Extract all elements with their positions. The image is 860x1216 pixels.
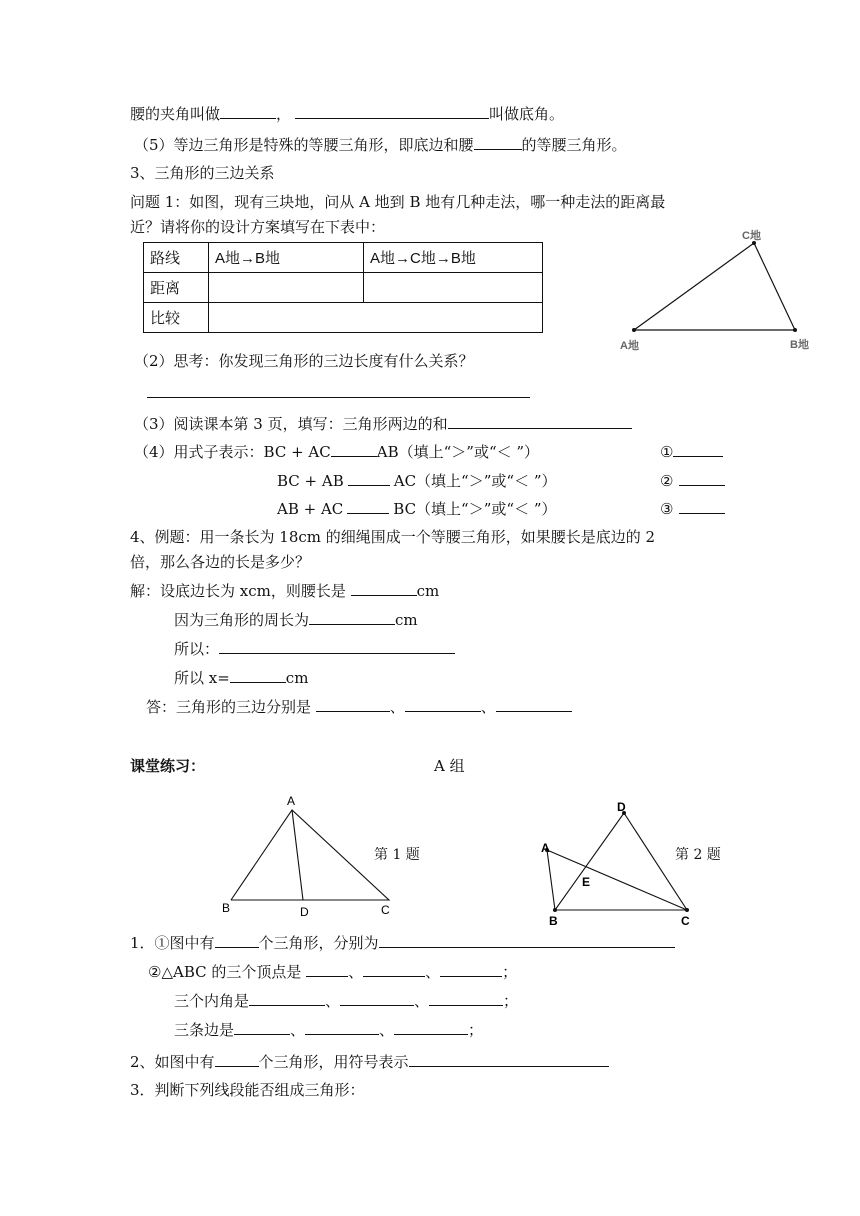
practice-title: 课堂练习： [130,757,206,775]
blank[interactable] [440,961,502,977]
solution-2 [174,609,418,630]
blank[interactable] [234,1019,290,1035]
problem1-line2: 近？请将你的设计方案填写在下表中： [130,218,386,236]
blank[interactable] [394,1019,468,1035]
row-label-compare: 比较 [144,303,209,333]
answer-3 [660,498,725,519]
expr: BC + AC [263,443,331,461]
fig1-label-a: A [287,794,296,808]
text: （5）等边三角形是特殊的等腰三角形，即底边和腰 [134,136,474,154]
hint: AC（填上“＞”或“＜ ”） [393,472,557,490]
blank[interactable] [347,498,389,514]
label-a: A地 [620,340,639,352]
text: 个三角形，用符号表示 [258,1053,409,1071]
practice-1-sides [174,1019,483,1040]
blank[interactable] [348,470,390,486]
hint: AB（填上“＞”或“＜ ”） [376,443,540,461]
blank[interactable] [679,498,725,514]
text: 解：设底边长为 xcm，则腰长是 [130,582,351,600]
blank[interactable] [340,990,414,1006]
blank[interactable] [230,667,286,683]
solution-1 [130,580,439,601]
section-title: 3、三角形的三边关系 [130,164,275,182]
expr: AB + AC [277,500,344,518]
blank[interactable] [405,696,481,712]
sep: 、 [290,1021,306,1039]
label-b: B地 [790,339,809,351]
blank[interactable] [295,103,489,119]
sep: 、 [379,1021,395,1039]
unit: cm [395,611,418,629]
solution-3 [174,638,455,659]
route-table [143,242,543,333]
hint: BC（填上“＞”或“＜ ”） [393,500,557,518]
blank[interactable] [679,470,725,486]
text: 答：三角形的三边分别是 [146,698,316,716]
circled-3: ③ [660,500,674,518]
fig1-label-b: B [222,901,231,915]
compare-cell[interactable] [209,303,543,333]
blank[interactable] [409,1051,609,1067]
fig2-label-a: A [541,841,550,855]
practice-1-line1 [130,932,675,953]
sep: 、 [325,992,341,1010]
row-label-route: 路线 [144,243,209,273]
fig2-label-e: E [582,875,591,889]
sep: 、 [414,992,430,1010]
blank[interactable] [496,696,572,712]
example-line2: 倍，那么各边的长是多少？ [130,553,311,571]
text: 个三角形，分别为 [258,934,379,952]
practice-3: 3．判断下列线段能否组成三角形： [130,1081,365,1099]
semicolon: ； [503,992,519,1010]
blank[interactable] [673,441,723,457]
sep: 、 [389,698,405,716]
circled-1: ① [660,443,674,461]
text: 1．①图中有 [130,934,215,952]
sep: 、 [348,963,364,981]
fig1-label-d: D [300,905,309,919]
circled-2: ② [660,472,674,490]
text: 三条边是 [174,1021,235,1039]
blank[interactable] [309,609,395,625]
blank[interactable] [448,413,632,429]
solution-4 [174,667,308,688]
blank[interactable] [305,1019,379,1035]
example-line1: 4、例题：用一条长为 18cm 的细绳围成一个等腰三角形，如果腰长是底边的 2 [130,528,656,546]
fig2-label-c: C [681,914,690,928]
answer-line-2[interactable] [147,397,530,398]
practice-1-vertices [148,961,517,982]
blank[interactable] [429,990,503,1006]
blank[interactable] [351,580,417,596]
practice-2 [130,1051,609,1072]
group-label: A 组 [434,757,465,775]
fig2-caption: 第 2 题 [675,847,721,863]
text: 2、如图中有 [130,1053,215,1071]
expr: BC + AB [277,472,344,490]
equilateral-line [134,134,627,155]
blank[interactable] [215,932,259,948]
sep: 、 [480,698,496,716]
semicolon: ； [502,963,518,981]
text: ， [276,105,292,123]
distance-cell-2[interactable] [364,273,543,303]
question-4-row2 [277,470,557,491]
sep: 、 [425,963,441,981]
semicolon: ； [468,1021,484,1039]
text: 所以： [174,640,220,658]
blank[interactable] [215,1051,259,1067]
question-4-row1 [134,441,539,462]
land-triangle-figure [610,225,830,360]
blank[interactable] [474,134,522,150]
blank[interactable] [379,932,675,948]
text: ②△ABC 的三个顶点是 [148,963,307,981]
blank[interactable] [316,696,390,712]
fig2-label-b: B [549,914,558,928]
blank[interactable] [220,103,276,119]
row-label-distance: 距离 [144,273,209,303]
blank[interactable] [249,990,325,1006]
blank[interactable] [306,961,348,977]
blank[interactable] [363,961,425,977]
text: 三个内角是 [174,992,250,1010]
problem1-line1: 问题 1：如图，现有三块地，问从 A 地到 B 地有几种走法，哪一种走法的距离最 [130,193,666,211]
text: 所以 x= [174,669,230,687]
question-2: （2）思考：你发现三角形的三边长度有什么关系？ [134,352,474,370]
text: （4）用式子表示： [134,443,264,461]
route-1: A地→B地 [209,243,364,273]
text: （3）阅读课本第 3 页，填写：三角形两边的和 [134,415,448,433]
label-c: C地 [742,230,761,242]
fig1-caption: 第 1 题 [374,847,420,863]
distance-cell-1[interactable] [209,273,364,303]
question-3 [134,413,632,434]
text: 叫做底角。 [489,105,565,123]
question-4-row3 [277,498,557,519]
blank[interactable] [331,441,377,457]
unit: cm [285,669,309,687]
answer-1 [660,441,723,462]
fig2-label-d: D [617,800,626,814]
answer-2 [660,470,725,491]
figure-2 [535,795,735,935]
text: 的等腰三角形。 [521,136,627,154]
practice-1-angles [174,990,518,1011]
text: 腰的夹角叫做 [130,105,221,123]
text: 因为三角形的周长为 [174,611,310,629]
route-2: A地→C地→B地 [364,243,543,273]
unit: cm [416,582,440,600]
angle-definition-line [130,103,564,124]
blank[interactable] [219,638,455,654]
fig1-label-c: C [381,903,390,917]
answer-line [146,696,572,717]
